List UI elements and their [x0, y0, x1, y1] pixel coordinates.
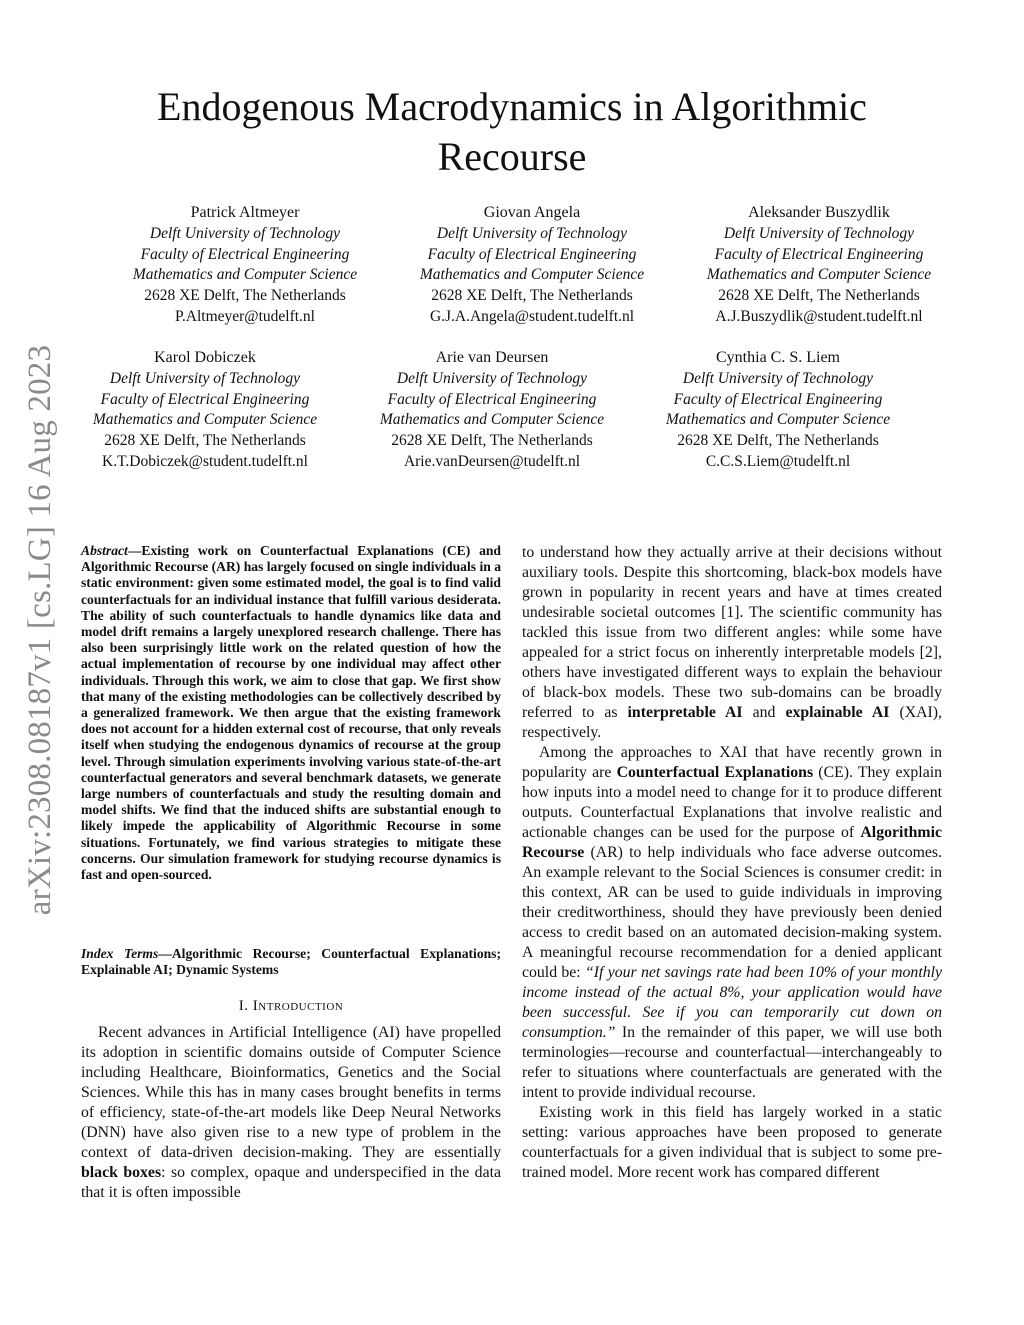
abstract [81, 543, 501, 883]
text-run: Recent advances in Artificial Intelligence (AI) have propelled its adoption in scientific domains outside of Computer Science including Healthcare, Bioinformatics, Genetics and the Social Sciences. While this has in many cases brought benefits in terms of efficiency, state-of-the-art models like Deep Neural Networks (DNN) have also given rise to a new type of problem in the context of data-driven decision-making. They are essentially [81, 1024, 501, 1161]
author-affiliation: Delft University of Technology [723, 224, 915, 242]
intro-right-column [522, 543, 942, 1183]
author-affiliation: Faculty of Electrical Engineering [387, 390, 597, 408]
author-affiliation: Faculty of Electrical Engineering [673, 390, 883, 408]
text-run: (CE). They explain how inputs into a model need to change for it to produce different outputs. Counterfactual Explanations that involve realistic and actionable changes can be used for the purpose of [522, 764, 942, 841]
author-affiliation: Delft University of Technology [682, 369, 874, 387]
author-block [669, 203, 969, 328]
author-affiliation: Mathematics and Computer Science [665, 411, 891, 429]
author-name: Arie van Deursen [435, 349, 549, 366]
abstract-text: —Existing work on Counterfactual Explanations (CE) and Algorithmic Recourse (AR) has largely focused on single individuals in a static environment: given some estimated model, the goal is to find valid counterfactuals for an individual instance that fulfill various desiderata. The ability of such counterfactuals to handle dynamics like data and model drift remains a largely unexplored research challenge. There has also been surprisingly little work on the related question of how the actual implementation of recourse by one individual may affect other individuals. Through this work, we aim to close that gap. We first show that many of the existing methodologies can be collectively described by a generalized framework. We then argue that the existing framework does not account for a hidden external cost of recourse, that only reveals itself when studying the endogenous dynamics of recourse at the group level. Through simulation experiments involving various state-of-the-art counterfactual generators and several benchmark datasets, we generate large numbers of counterfactuals and study the resulting domain and model shifts. We find that the induced shifts are substantial enough to likely impede the applicability of Algorithmic Recourse in some situations. Fortunately, we find various strategies to mitigate these concerns. Our simulation framework for studying recourse dynamics is fast and open-sourced. [81, 543, 501, 883]
author-email: K.T.Dobiczek@student.tudelft.nl [102, 452, 308, 470]
author-affiliation: Delft University of Technology [109, 369, 301, 387]
text-run: to understand how they actually arrive at their decisions without auxiliary tools. Despite this shortcoming, black-box models have grown in popularity in recent years and have at times created undesirable societal outcomes [1]. The scientific community has tackled this issue from two different angles: while some have appealed for a strict focus on inherently interpretable models [2], others have investigated different ways to explain the behaviour of black-box models. These two sub-domains can be broadly referred to as [522, 544, 942, 721]
author-affiliation: Mathematics and Computer Science [419, 266, 645, 284]
text-run: Among the approaches to XAI that have recently grown in popularity are [522, 744, 942, 781]
paper-title [100, 82, 924, 182]
section-number: I. [238, 998, 253, 1014]
author-email: G.J.A.Angela@student.tudelft.nl [429, 307, 635, 325]
section-heading [81, 998, 501, 1015]
quote: “If your net savings rate had been 10% of your monthly income instead of the actual 8%, your application would have been successful. See if you can temporarily cut down on consumption.” [522, 964, 943, 1041]
author-name: Aleksander Buszydlik [748, 204, 890, 221]
author-address: 2628 XE Delft, The Netherlands [677, 432, 879, 450]
intro-left-column [81, 1023, 501, 1203]
arxiv-stamp: arXiv:2308.08187v1 [cs.LG] 16 Aug 2023 [22, 344, 58, 916]
author-block [55, 348, 355, 473]
author-email: P.Altmeyer@tudelft.nl [175, 307, 315, 325]
paragraph [522, 743, 942, 1103]
paragraph [522, 1103, 942, 1183]
author-address: 2628 XE Delft, The Netherlands [431, 287, 633, 305]
author-name: Cynthia C. S. Liem [716, 349, 840, 366]
paragraph [81, 1023, 501, 1203]
emphasis: Counterfactual Explanations [616, 764, 814, 781]
author-affiliation: Mathematics and Computer Science [92, 411, 318, 429]
author-affiliation: Faculty of Electrical Engineering [100, 390, 310, 408]
author-affiliation: Delft University of Technology [436, 224, 628, 242]
abstract-lead: Abstract [81, 543, 128, 558]
author-block [342, 348, 642, 473]
emphasis: explainable AI [785, 704, 890, 721]
author-affiliation: Delft University of Technology [149, 224, 341, 242]
text-run: (XAI), respectively. [522, 704, 942, 741]
index-terms-lead: Index Terms [81, 946, 159, 961]
author-address: 2628 XE Delft, The Netherlands [104, 432, 306, 450]
author-name: Giovan Angela [483, 204, 581, 221]
text-run: In the remainder of this paper, we will use both terminologies—recourse and counterfactual—interchangeably to refer to situations where counterfactuals are generated with the intent to provide individual recourse. [522, 1024, 942, 1101]
author-affiliation: Mathematics and Computer Science [132, 266, 358, 284]
author-email: A.J.Buszydlik@student.tudelft.nl [715, 307, 923, 325]
index-terms [81, 946, 501, 978]
title-line-2: Recourse [437, 134, 587, 179]
author-name: Patrick Altmeyer [190, 204, 300, 221]
emphasis: black boxes [81, 1164, 162, 1181]
author-email: Arie.vanDeursen@tudelft.nl [403, 452, 581, 470]
text-run: : so complex, opaque and underspecified in the data that it is often impossible [81, 1164, 501, 1201]
author-affiliation: Faculty of Electrical Engineering [714, 245, 924, 263]
author-block [382, 203, 682, 328]
emphasis: Algorithmic Recourse [522, 824, 942, 861]
text-run: Existing work in this field has largely worked in a static setting: various approaches have been proposed to generate counterfactuals for a given individual that is subject to some pre-trained model. More recent work has compared different [522, 1104, 942, 1181]
author-block [95, 203, 395, 328]
text-run: and [742, 704, 786, 721]
author-address: 2628 XE Delft, The Netherlands [144, 287, 346, 305]
author-address: 2628 XE Delft, The Netherlands [391, 432, 593, 450]
author-email: C.C.S.Liem@tudelft.nl [705, 452, 851, 470]
section-title: Introduction [252, 998, 344, 1014]
emphasis: interpretable AI [627, 704, 743, 721]
text-run: (AR) to help individuals who face adverse outcomes. An example relevant to the Social Sciences is consumer credit: in this context, AR can be used to guide individuals in improving their creditworthiness, should they have previously been denied access to credit based on an automated decision-making system. A meaningful recourse recommendation for a denied applicant could be: [522, 844, 942, 981]
index-terms-text: —Algorithmic Recourse; Counterfactual Explanations; Explainable AI; Dynamic Systems [81, 946, 501, 978]
author-name: Karol Dobiczek [154, 349, 256, 366]
paragraph [522, 543, 942, 743]
author-affiliation: Faculty of Electrical Engineering [427, 245, 637, 263]
author-affiliation: Delft University of Technology [396, 369, 588, 387]
author-affiliation: Faculty of Electrical Engineering [140, 245, 350, 263]
title-line-1: Endogenous Macrodynamics in Algorithmic [157, 84, 867, 129]
author-affiliation: Mathematics and Computer Science [379, 411, 605, 429]
author-affiliation: Mathematics and Computer Science [706, 266, 932, 284]
author-address: 2628 XE Delft, The Netherlands [718, 287, 920, 305]
author-block [628, 348, 928, 473]
